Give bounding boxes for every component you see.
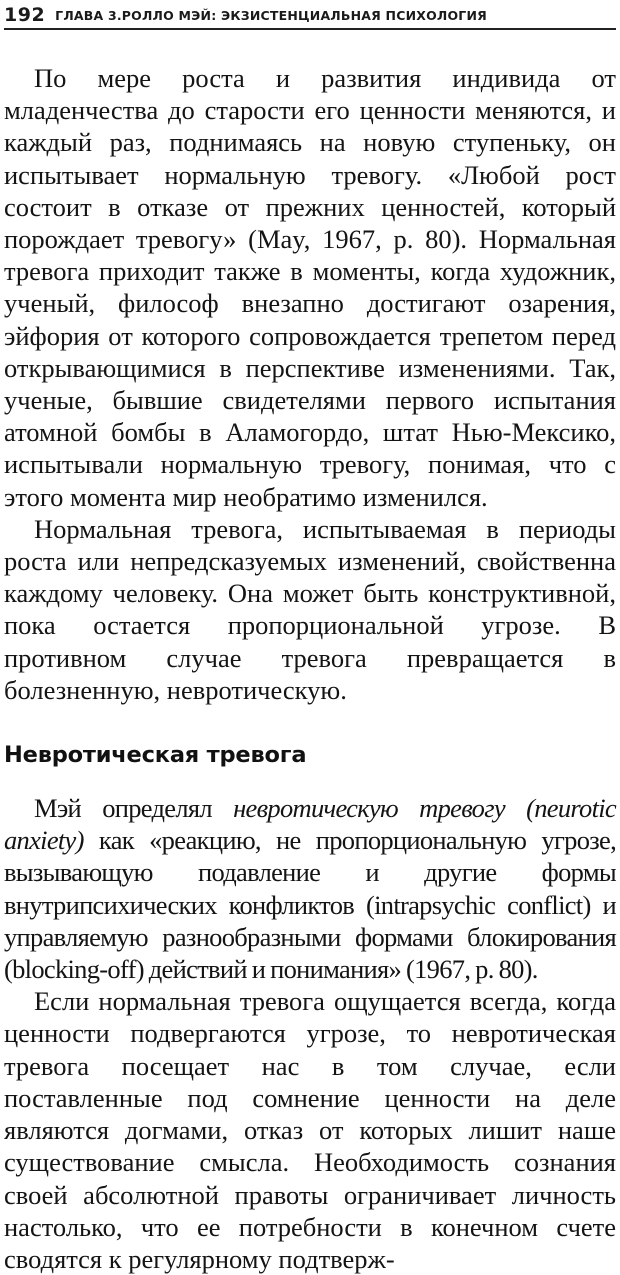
section-heading: Невротическая тревога: [4, 742, 307, 769]
chapter-title: ГЛАВА 3.РОЛЛО МЭЙ: ЭКЗИСТЕНЦИАЛЬНАЯ ПСИХОЛОГИЯ: [55, 7, 487, 23]
running-head: [4, 2, 616, 30]
paragraph-3: [4, 792, 616, 985]
page-number: 192: [4, 4, 46, 26]
paragraph-4: Если нормальная тревога ощущается всегда, когда ценности подвергаются угрозе, то невротическая тревога посещает нас в том случае, если поставленные под сомнение ценности на деле являются догмами, отказ от которых лишит наше существование смысла. Необходимость сознания своей абсолютной правоты ограничивает личность настолько, что ее потребности в конечном счете сводятся к регулярному подтверж-: [4, 986, 616, 1274]
paragraph-2: Нормальная тревога, испытываемая в периоды роста или непредсказуемых изменений, свойственна каждому человеку. Она может быть конструктивной, пока остается пропорциональной угрозе. В противном случае тревога превращается в болезненную, невротическую.: [4, 513, 616, 705]
paragraph-3-start: Мэй определял: [34, 793, 234, 824]
paragraph-1: По мере роста и развития индивида от младенчества до старости его ценности меняются, и каждый раз, поднимаясь на новую ступеньку, он испытывает нормальную тревогу. «Любой рост состоит в отказе от прежних ценностей, который порождает тревогу» (May, 1967, p. 80). Нормальная тревога приходит также в моменты, когда художник, ученый, философ внезапно достигают озарения, эйфория от которого сопровождается трепетом перед открывающимися в перспективе изменениями. Так, ученые, бывшие свидетелями первого испытания атомной бомбы в Аламогордо, штат Нью-Мексико, испытывали нормальную тревогу, понимая, что с этого момента мир необратимо изменился.: [4, 63, 616, 512]
paragraph-3-rest: как «реакцию, не пропорциональную угрозе, вызывающую подавление и другие формы внутрипсихических конфликтов (intrapsychic conflict) и управляемую разнообразными формами блокирования (blocking-off) действий и понимания» (1967, p. 80).: [4, 825, 616, 985]
body-text: [4, 62, 616, 1275]
term-neurotic-anxiety: невротическую тревогу (neurotic anxiety): [4, 793, 616, 856]
